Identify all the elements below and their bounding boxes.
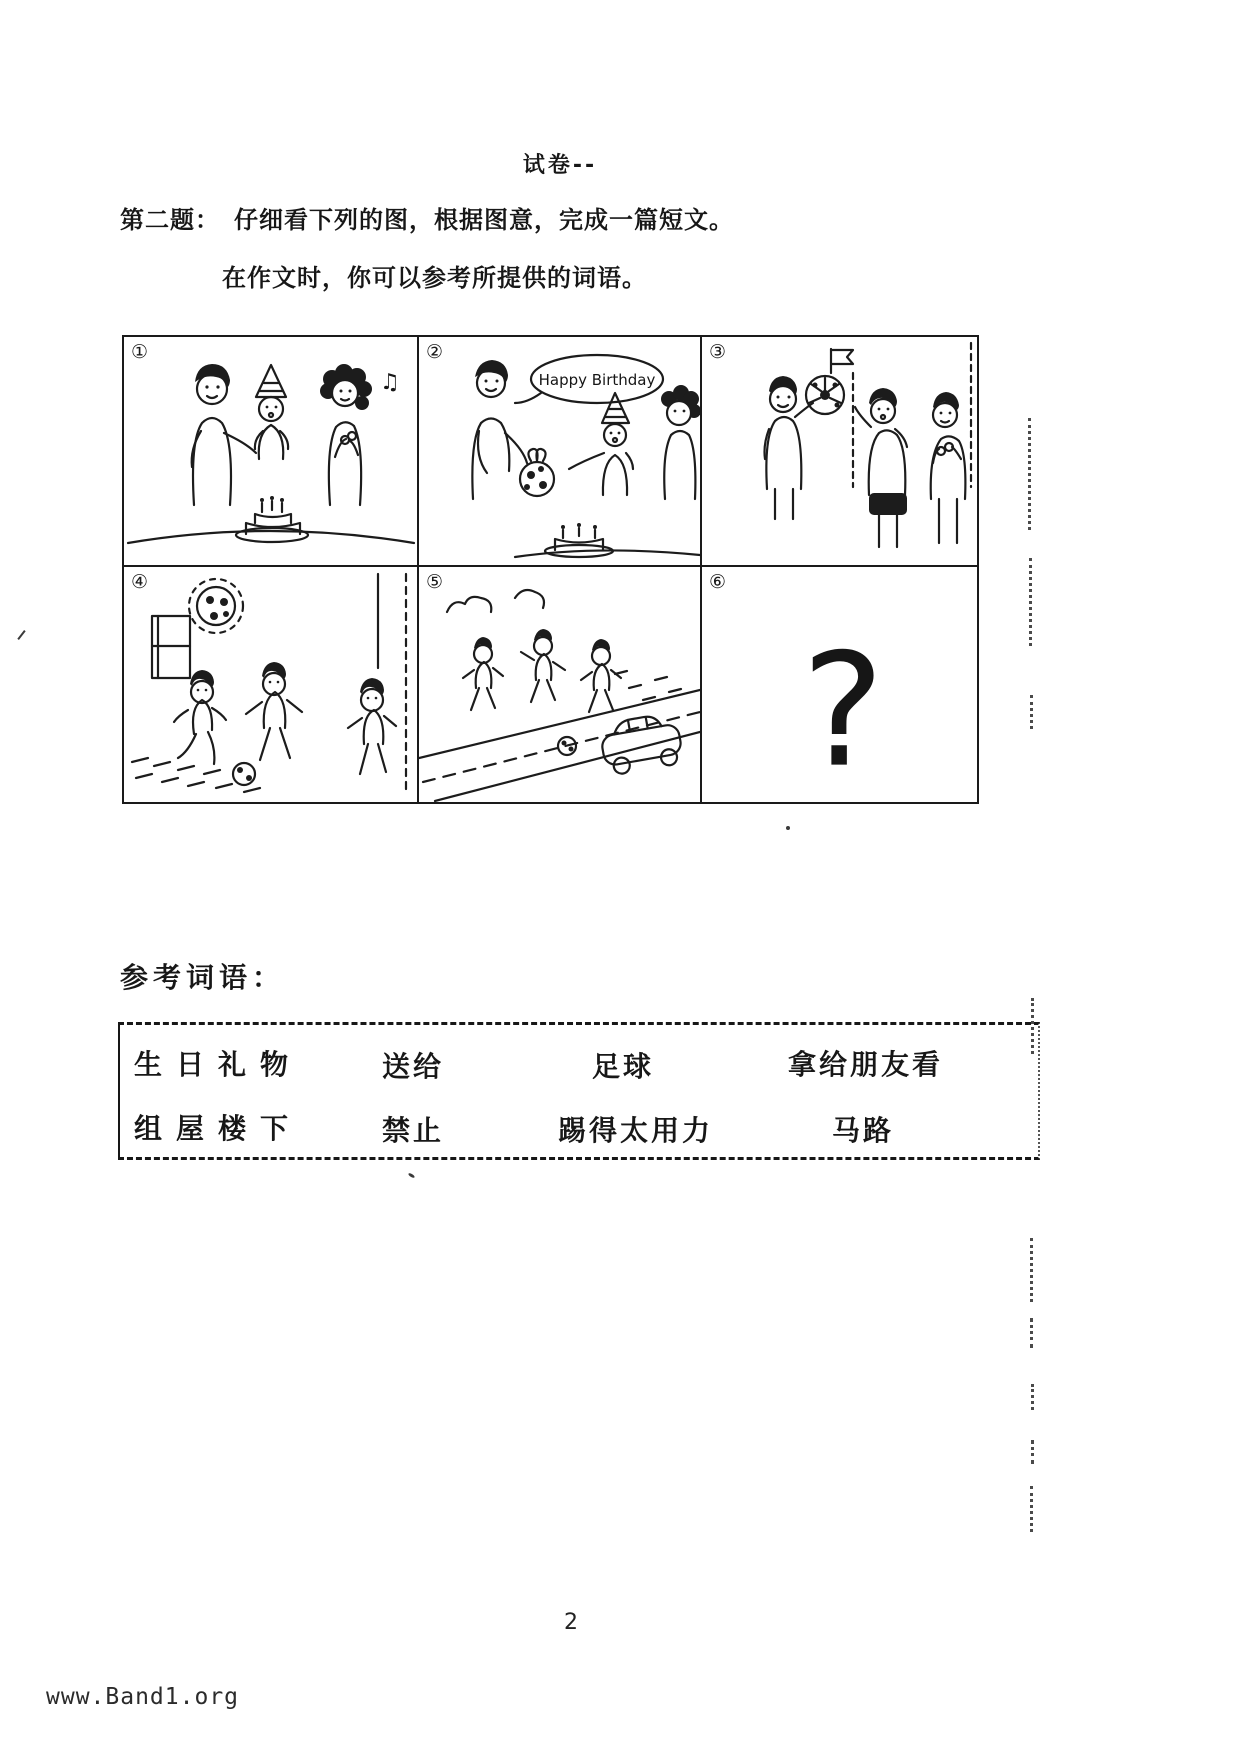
flag-icon [831, 349, 853, 373]
panel-2-illustration [419, 337, 700, 565]
panel-6-number: ⑥ [709, 571, 727, 593]
comic-panel-4 [124, 567, 419, 802]
vocab-word: 禁止 [382, 1114, 445, 1147]
page-number: 2 [564, 1610, 578, 1635]
panel-2-number: ② [426, 341, 444, 363]
kid-left [174, 670, 226, 764]
scan-artifact [1029, 558, 1032, 646]
scan-artifact [17, 630, 25, 640]
comic-panel-2 [419, 337, 702, 567]
comic-panel-6 [702, 567, 977, 802]
birthday-cake [128, 496, 414, 543]
birthday-boy-figure [569, 393, 633, 495]
scan-artifact [1030, 1318, 1033, 1348]
road [419, 690, 700, 801]
panel-6-illustration [702, 567, 977, 802]
football [806, 376, 844, 414]
scan-artifact [1028, 418, 1031, 530]
vocab-word: 生日礼物 [134, 1048, 303, 1081]
page-title: 试卷-- [522, 153, 598, 178]
scan-artifact [1030, 1238, 1033, 1302]
birthday-boy-figure [255, 365, 288, 459]
vocab-word: 马路 [832, 1114, 895, 1147]
panel-1-illustration [124, 337, 417, 565]
ground-ball [233, 763, 255, 785]
vocab-word: 足球 [592, 1050, 655, 1083]
flying-ball [189, 579, 243, 633]
kid-a [463, 637, 503, 710]
father-figure [192, 364, 256, 505]
scan-artifact [1031, 1384, 1034, 1410]
question-label: 第二题： [120, 206, 220, 234]
kid-b [521, 629, 565, 702]
scan-artifact [1030, 1486, 1033, 1532]
question-instruction-2: 在作文时，你可以参考所提供的词语。 [222, 264, 647, 292]
panel-3-illustration [702, 337, 977, 565]
scan-artifact [1031, 998, 1034, 1054]
panel-1-number: ① [131, 341, 149, 363]
kid-center [246, 662, 302, 760]
scan-artifact [1030, 695, 1033, 729]
mother-figure [320, 364, 372, 505]
watermark: www.Band1.org [46, 1684, 240, 1710]
grass-hatch [615, 671, 681, 700]
vocab-word: 送给 [382, 1050, 445, 1083]
question-instruction: 仔细看下列的图，根据图意，完成一篇短文。 [234, 206, 734, 234]
car [598, 712, 684, 777]
kid-c [581, 639, 621, 712]
friend-right [931, 392, 966, 543]
scan-artifact [1031, 1440, 1034, 1464]
friend-middle [855, 388, 907, 547]
birthday-cake [515, 523, 700, 557]
comic-panel-1 [124, 337, 419, 567]
question-line [120, 200, 734, 235]
comic-panel-5 [419, 567, 702, 802]
scan-artifact [408, 1172, 416, 1178]
mother-figure [661, 385, 700, 499]
music-note-icon: ♫ [380, 370, 400, 395]
vocab-heading: 参考词语： [120, 961, 286, 994]
scan-artifact [786, 826, 790, 830]
vocab-word: 踢得太用力 [558, 1114, 714, 1147]
comic-strip [122, 335, 979, 804]
panel-5-number: ⑤ [426, 571, 444, 593]
father-figure [472, 360, 527, 499]
kid-right [348, 678, 396, 774]
vocab-table [118, 1022, 1040, 1160]
speech-bubble-text: Happy Birthday [538, 371, 656, 389]
panel-5-illustration [419, 567, 700, 802]
panel-4-number: ④ [131, 571, 149, 593]
speech-bubble [515, 355, 663, 403]
vocab-word: 组屋楼下 [134, 1112, 303, 1145]
panel-3-number: ③ [709, 341, 727, 363]
vocab-word: 拿给朋友看 [788, 1048, 944, 1081]
bushes [447, 590, 544, 612]
question-mark: ? [801, 619, 885, 802]
comic-panel-3 [702, 337, 977, 567]
panel-4-illustration [124, 567, 417, 802]
